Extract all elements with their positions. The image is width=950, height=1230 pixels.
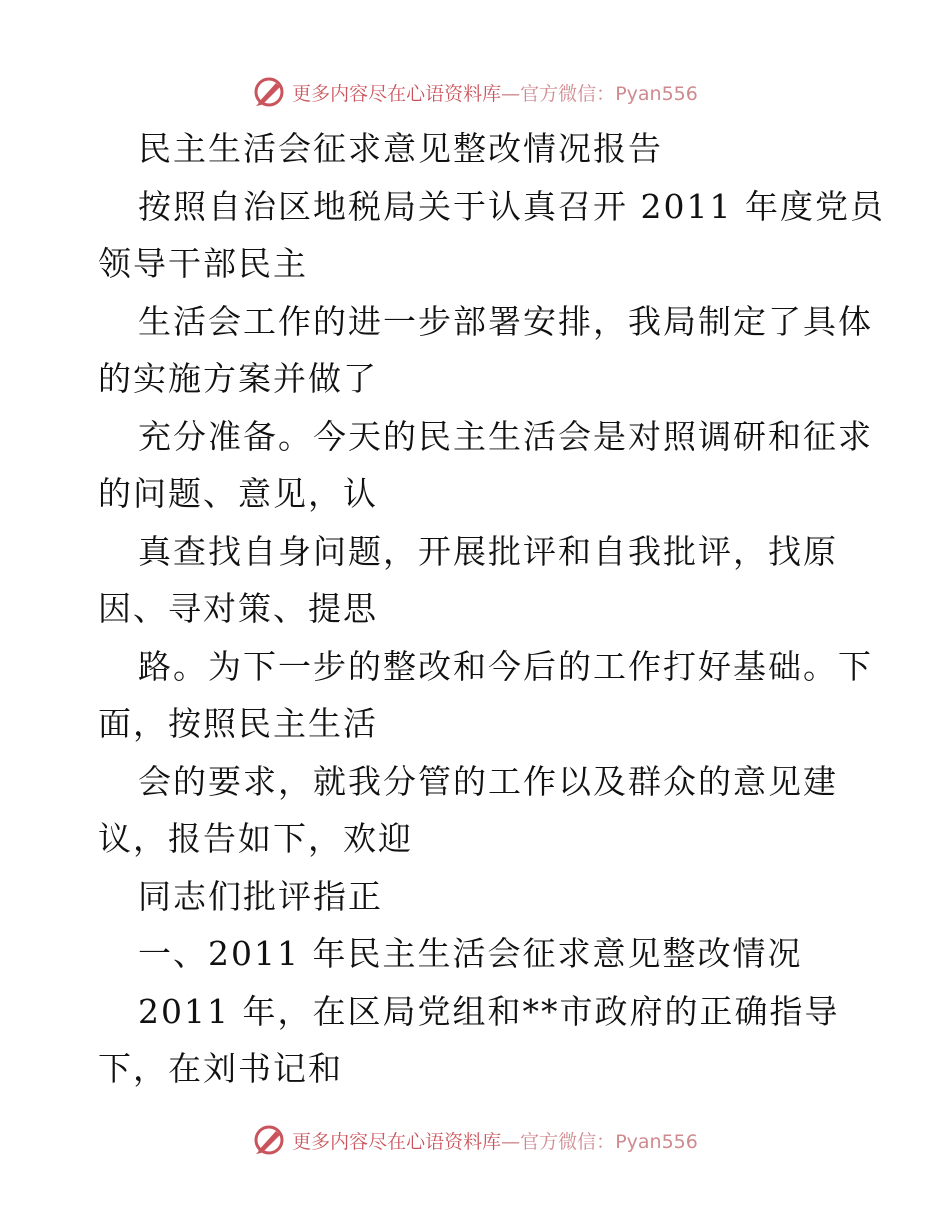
document-body [98, 120, 885, 1098]
watermark-text [292, 79, 698, 106]
paragraph-line: 路。为下一步的整改和今后的工作打好基础。下 [138, 646, 873, 686]
paragraph-line: 领导干部民主 [98, 244, 308, 283]
paragraph-line: 会的要求，就我分管的工作以及群众的意见建 [138, 761, 838, 801]
document-title: 民主生活会征求意见整改情况报告 [138, 129, 663, 168]
watermark-account: Pyan556 [615, 82, 698, 105]
paragraph-line: 议，报告如下，欢迎 [98, 819, 413, 858]
section-heading: 一、2011 年民主生活会征求意见整改情况 [138, 934, 803, 973]
watermark-official: 官方微信： [520, 82, 616, 105]
paragraph-line: 生活会工作的进一步部署安排，我局制定了具体 [138, 301, 873, 341]
paragraph-line: 按照自治区地税局关于认真召开 2011 年度党员 [138, 186, 885, 226]
paragraph-line: 充分准备。今天的民主生活会是对照调研和征求 [138, 416, 873, 456]
watermark-header [0, 72, 950, 112]
watermark-separator: — [501, 82, 521, 105]
watermark-main: 更多内容尽在心语资料库 [292, 1130, 502, 1153]
paragraph-line: 因、寻对策、提思 [98, 589, 378, 628]
watermark-separator: — [501, 1130, 521, 1153]
watermark-main: 更多内容尽在心语资料库 [292, 82, 502, 105]
paragraph-line: 下，在刘书记和 [98, 1049, 343, 1088]
paragraph-line: 面，按照民主生活 [98, 704, 378, 743]
watermark-official: 官方微信： [520, 1130, 616, 1153]
pen-logo-icon [252, 1123, 286, 1157]
watermark-text [292, 1127, 698, 1154]
paragraph-line: 2011 年，在区局党组和**市政府的正确指导 [138, 991, 840, 1031]
watermark-account: Pyan556 [615, 1130, 698, 1153]
paragraph-line: 的实施方案并做了 [98, 359, 378, 398]
paragraph-line: 真查找自身问题，开展批评和自我批评，找原 [138, 531, 838, 571]
paragraph-line: 的问题、意见，认 [98, 474, 378, 513]
watermark-footer [0, 1120, 950, 1160]
paragraph-line: 同志们批评指正 [138, 876, 383, 916]
pen-logo-icon [252, 75, 286, 109]
